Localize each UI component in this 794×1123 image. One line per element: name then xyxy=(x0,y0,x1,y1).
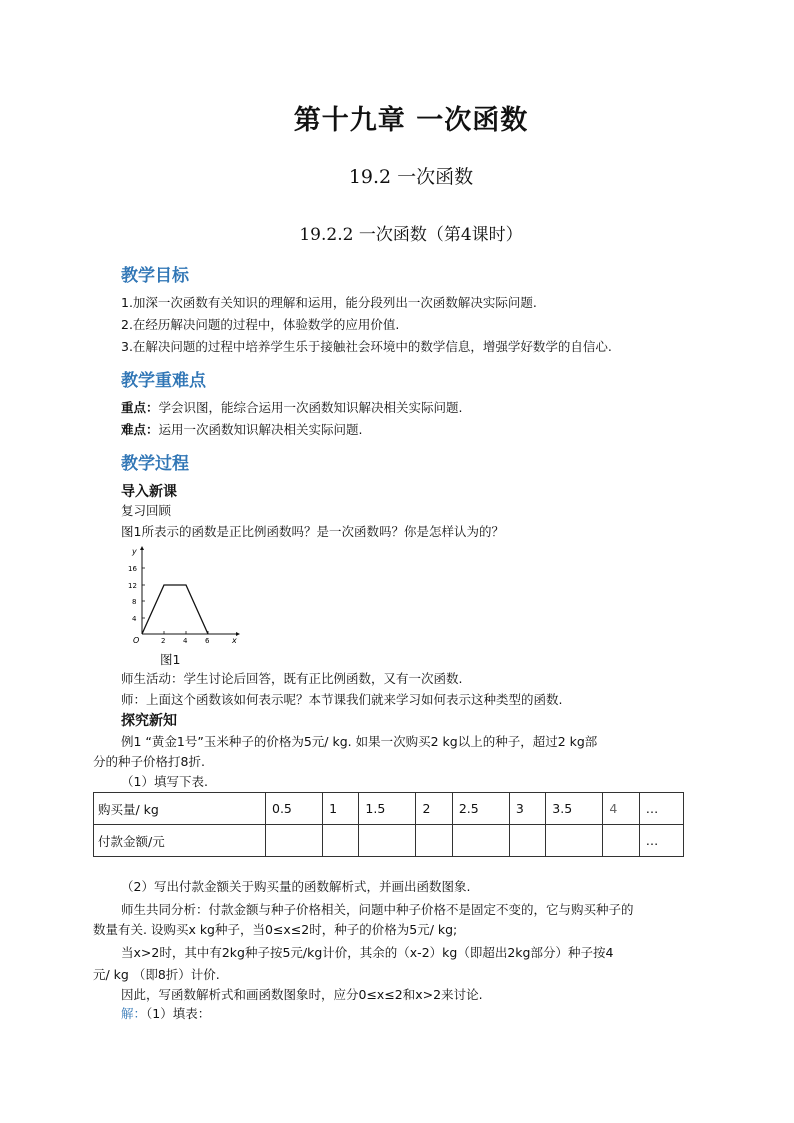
table-cell xyxy=(323,825,359,857)
teacher-text: 师：上面这个函数该如何表示呢？本节课我们就来学习如何表示这种类型的函数. xyxy=(121,692,563,707)
table-cell: 1.5 xyxy=(359,793,416,825)
figure-1-graph xyxy=(124,544,244,644)
key-point-line xyxy=(121,398,463,418)
table-row-header: 付款金额/元 xyxy=(94,825,266,857)
table-cell xyxy=(603,825,639,857)
question-2: （2）写出付款金额关于购买量的函数解析式，并画出函数图象. xyxy=(121,879,471,894)
table-cell xyxy=(416,825,452,857)
table-row xyxy=(94,793,684,825)
table-cell: … xyxy=(639,793,683,825)
keypoints-heading: 教学重难点 xyxy=(121,371,206,391)
objective-item-3: 3.在解决问题的过程中培养学生乐于接触社会环境中的数学信息，增强学好数学的自信心. xyxy=(121,339,612,354)
y-axis-label: y xyxy=(132,547,137,556)
review-label: 复习回顾 xyxy=(121,503,172,518)
table-cell: 3 xyxy=(509,793,545,825)
table-cell: 0.5 xyxy=(266,793,323,825)
analysis-line-1: 师生共同分析：付款金额与种子价格相关，问题中种子价格不是固定不变的，它与购买种子的 xyxy=(121,902,634,917)
y-tick-label-8: 8 xyxy=(132,598,137,606)
table-cell xyxy=(266,825,323,857)
table-cell: 3.5 xyxy=(546,793,603,825)
analysis-line-4: 元/ kg （即8折）计价. xyxy=(93,967,220,982)
key-point-text: 学会识图，能综合运用一次函数知识解决相关实际问题. xyxy=(158,400,463,415)
difficult-point-line xyxy=(121,420,363,440)
solution-label: 解： xyxy=(121,1006,147,1021)
table-cell: 2.5 xyxy=(452,793,509,825)
y-tick-label-4: 4 xyxy=(132,615,137,623)
x-axis-label: x xyxy=(232,636,237,644)
chapter-title: 第十九章 一次函数 xyxy=(293,105,529,136)
table-row xyxy=(94,825,684,857)
difficult-point-label: 难点： xyxy=(121,422,159,437)
x-tick-label-6: 6 xyxy=(205,637,210,644)
analysis-line-3: 当x>2时，其中有2kg种子按5元/kg计价，其余的（x-2）kg（即超出2kg部分）种子按4 xyxy=(121,945,614,960)
table-cell xyxy=(452,825,509,857)
activity-text: 师生活动：学生讨论后回答，既有正比例函数，又有一次函数. xyxy=(121,671,463,686)
explore-heading: 探究新知 xyxy=(121,713,177,729)
solution-line xyxy=(121,1004,210,1024)
y-tick-label-12: 12 xyxy=(128,582,137,590)
lesson-title: 19.2.2 一次函数（第4课时） xyxy=(299,225,523,245)
section-title: 19.2 一次函数 xyxy=(348,166,474,188)
objectives-heading: 教学目标 xyxy=(121,266,189,286)
table-cell xyxy=(546,825,603,857)
table-cell: 4 xyxy=(603,793,639,825)
table-cell xyxy=(509,825,545,857)
purchase-table xyxy=(93,792,684,857)
x-tick-label-4: 4 xyxy=(183,637,188,644)
question-1: （1）填写下表. xyxy=(121,774,208,789)
objective-item-2: 2.在经历解决问题的过程中，体验数学的应用价值. xyxy=(121,317,400,332)
y-axis-arrow xyxy=(140,546,144,550)
analysis-line-2: 数量有关. 设购买x kg种子，当0≤x≤2时，种子的价格为5元/ kg; xyxy=(93,922,458,937)
y-tick-label-16: 16 xyxy=(128,565,137,573)
example-line-2: 分的种子价格打8折. xyxy=(93,754,205,769)
example-line-1: 例1 “黄金1号”玉米种子的价格为5元/ kg. 如果一次购买2 kg以上的种子，超过2 kg部 xyxy=(121,734,598,749)
solution-text: （1）填表： xyxy=(146,1006,211,1021)
objective-item-1: 1.加深一次函数有关知识的理解和运用，能分段列出一次函数解决实际问题. xyxy=(121,295,537,310)
process-heading: 教学过程 xyxy=(121,454,189,474)
origin-label: O xyxy=(133,636,140,644)
analysis-line-5: 因此，写函数解析式和画函数图象时，应分0≤x≤2和x>2来讨论. xyxy=(121,987,483,1002)
table-cell: … xyxy=(639,825,683,857)
table-row-header: 购买量/ kg xyxy=(94,793,266,825)
review-question: 图1所表示的函数是正比例函数吗？是一次函数吗？你是怎样认为的？ xyxy=(121,524,504,539)
figure-1-caption: 图1 xyxy=(160,652,181,667)
function-line xyxy=(142,585,208,634)
key-point-label: 重点： xyxy=(121,400,159,415)
table-cell: 1 xyxy=(323,793,359,825)
intro-heading: 导入新课 xyxy=(121,484,177,500)
table-cell: 2 xyxy=(416,793,452,825)
x-tick-label-2: 2 xyxy=(161,637,166,644)
table-cell xyxy=(359,825,416,857)
difficult-point-text: 运用一次函数知识解决相关实际问题. xyxy=(158,422,363,437)
